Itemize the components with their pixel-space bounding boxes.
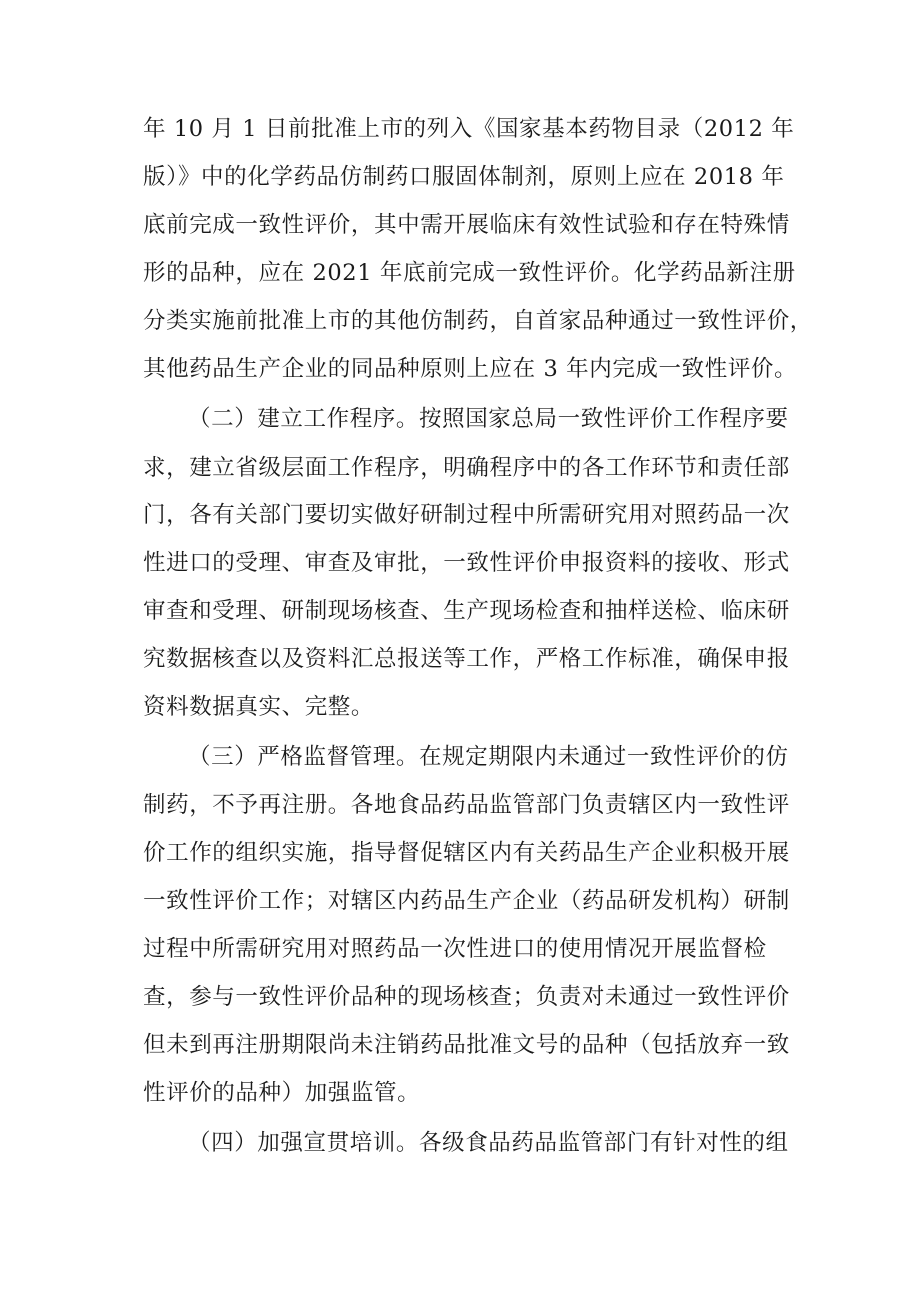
text-line: 形的品种，应在 2021 年底前完成一致性评价。化学药品新注册 [143,260,796,286]
text-line: 门，各有关部门要切实做好研制过程中所需研究用对照药品一次 [143,502,790,528]
text-line: 分类实施前批准上市的其他仿制药，自首家品种通过一致性评价， [143,308,813,334]
text-line: 一致性评价工作；对辖区内药品生产企业（药品研发机构）研制 [143,888,790,914]
text-line: 资料数据真实、完整。 [143,694,375,720]
text-line: 其他药品生产企业的同品种原则上应在 3 年内完成一致性评价。 [143,356,798,382]
section-heading-line: （四）加强宣贯培训。各级食品药品监管部门有针对性的组 [188,1130,789,1156]
text-line: 版）》中的化学药品仿制药口服固体制剂，原则上应在 2018 年 [143,164,785,190]
text-line: 性评价的品种）加强监管。 [143,1080,421,1106]
text-line: 求，建立省级层面工作程序，明确程序中的各工作环节和责任部 [143,455,790,481]
text-line: 过程中所需研究用对照药品一次性进口的使用情况开展监督检 [143,936,767,962]
text-line: 审查和受理、研制现场核查、生产现场检查和抽样送检、临床研 [143,598,790,624]
text-line: 查，参与一致性评价品种的现场核查；负责对未通过一致性评价 [143,984,790,1010]
text-line: 价工作的组织实施，指导督促辖区内有关药品生产企业积极开展 [143,840,790,866]
text-line: 究数据核查以及资料汇总报送等工作，严格工作标准，确保申报 [143,646,790,672]
text-line: 性进口的受理、审查及审批，一致性评价申报资料的接收、形式 [143,550,790,576]
section-heading-line: （二）建立工作程序。按照国家总局一致性评价工作程序要 [188,406,789,432]
text-line: 但未到再注册期限尚未注销药品批准文号的品种（包括放弃一致 [143,1032,790,1058]
text-line: 制药，不予再注册。各地食品药品监管部门负责辖区内一致性评 [143,792,790,818]
text-line: 底前完成一致性评价，其中需开展临床有效性试验和存在特殊情 [143,212,790,238]
text-line: 年 10 月 1 日前批准上市的列入《国家基本药物目录（2012 年 [143,116,795,142]
section-heading-line: （三）严格监督管理。在规定期限内未通过一致性评价的仿 [188,744,789,770]
